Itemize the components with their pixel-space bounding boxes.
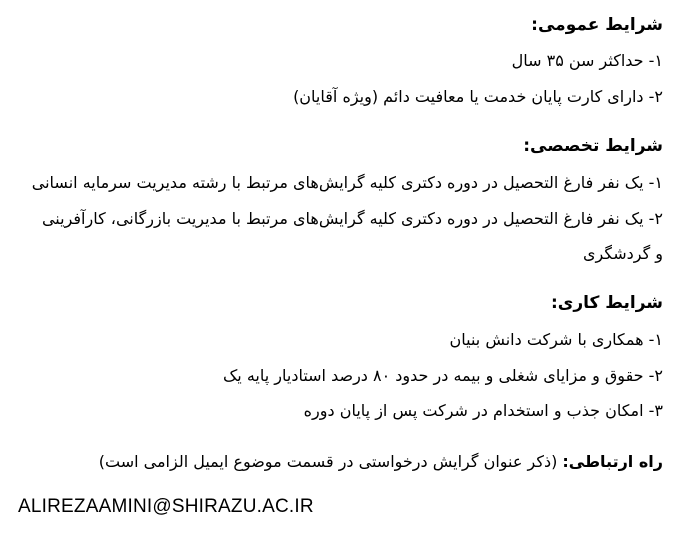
specialized-item-hr-management: ۱- یک نفر فارغ التحصیل در دوره دکتری کلیه گرایش‌های مرتبط با رشته مدیریت سرمایه انسانی bbox=[31, 173, 663, 192]
work-item-knowledge-company: ۱- همکاری با شرکت دانش بنیان bbox=[449, 330, 663, 349]
contact-note: (ذکر عنوان گرایش درخواستی در قسمت موضوع ایمیل الزامی است) bbox=[98, 452, 563, 471]
general-item-military-service: ۲- دارای کارت پایان خدمت یا معافیت دائم (ویژه آقایان) bbox=[293, 87, 663, 106]
specialized-item-business-management: ۲- یک نفر فارغ التحصیل در دوره دکتری کلیه گرایش‌های مرتبط با مدیریت بازرگانی، کارآفرینی bbox=[41, 209, 663, 228]
work-item-employment: ۳- امکان جذب و استخدام در شرکت پس از پایان دوره bbox=[303, 401, 663, 420]
specialized-conditions-heading: شرایط تخصصی: bbox=[523, 136, 663, 156]
general-item-age: ۱- حداکثر سن ۳۵ سال bbox=[511, 51, 663, 70]
contact-label: راه ارتباطی: bbox=[562, 452, 663, 471]
work-item-salary-benefits: ۲- حقوق و مزایای شغلی و بیمه در حدود ۸۰ درصد استادیار پایه یک bbox=[222, 366, 663, 385]
specialized-item-continuation: و گردشگری bbox=[583, 244, 663, 263]
contact-email[interactable]: ALIREZAAMINI@SHIRAZU.AC.IR bbox=[18, 496, 314, 517]
work-conditions-heading: شرایط کاری: bbox=[550, 293, 663, 313]
general-conditions-heading: شرایط عمومی: bbox=[531, 15, 663, 35]
contact-line bbox=[99, 451, 663, 473]
